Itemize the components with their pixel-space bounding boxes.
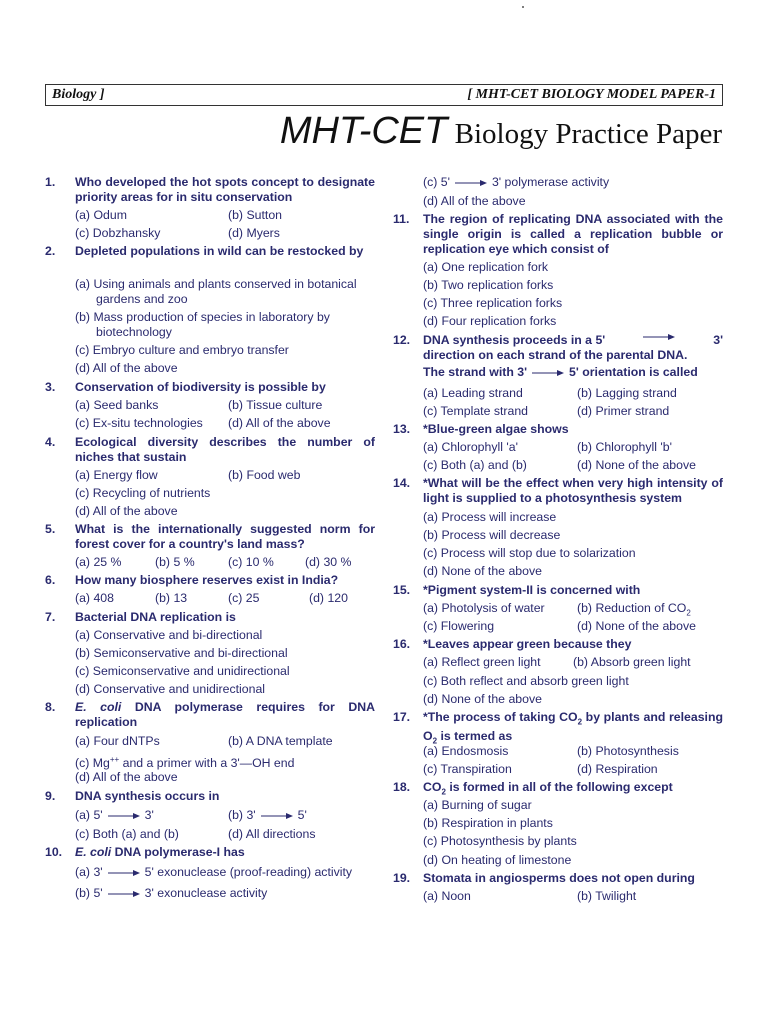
option-b-text: (b) Reduction of CO — [577, 601, 687, 615]
option-c-end: 3' polymerase activity — [491, 175, 610, 189]
question-number: 1. — [45, 175, 56, 189]
option-d: (d) None of the above — [577, 458, 696, 472]
question-text: Conservation of biodiversity is possible by — [75, 380, 326, 394]
option-d: (d) None of the above — [577, 619, 696, 633]
option-b: (b) Chlorophyll 'b' — [577, 440, 672, 454]
option-c: (c) Dobzhansky — [75, 226, 161, 240]
question-line-1 — [423, 333, 723, 348]
option-b: (b) Photosynthesis — [577, 744, 679, 758]
question-number: 4. — [45, 435, 56, 449]
option-b: (b) Absorb green light — [573, 655, 691, 669]
subscript: 2 — [441, 787, 446, 797]
option-a: (a) Leading strand — [423, 386, 523, 400]
page-title — [280, 110, 722, 153]
option-b: (b) Food web — [228, 468, 301, 482]
question-text: Bacterial DNA replication is — [75, 610, 236, 624]
header-paper-name: [ MHT-CET BIOLOGY MODEL PAPER-1 — [467, 87, 716, 102]
option-d: (d) 30 % — [305, 555, 352, 569]
option-c: (c) Recycling of nutrients — [75, 486, 211, 500]
question-number: 16. — [393, 637, 411, 651]
option-b: (b) Mass production of species in laboratory by biotechnology — [75, 310, 330, 339]
subscript: 2 — [686, 608, 691, 618]
option-a: (a) Conservative and bi-directional — [75, 628, 263, 642]
option-b: (b) Tissue culture — [228, 398, 323, 412]
question-number: 10. — [45, 845, 63, 859]
option-c — [423, 175, 609, 190]
question-text — [75, 845, 375, 860]
question-text — [423, 780, 723, 799]
title-rest: Biology Practice Paper — [447, 118, 722, 150]
running-header — [45, 84, 723, 106]
option-c: (c) Process will stop due to solarization — [423, 546, 636, 560]
option-a-start: (a) 5' — [75, 808, 103, 822]
option-c-rest: and a primer with a 3'—OH end — [119, 756, 295, 771]
option-b: (b) A DNA template — [228, 734, 333, 748]
arrow-right-icon — [107, 869, 141, 877]
question-text: *Pigment system-II is concerned with — [423, 583, 641, 597]
option-a: (a) One replication fork — [423, 260, 549, 274]
question-number: 17. — [393, 710, 411, 724]
option-c-start: (c) Mg — [75, 756, 110, 771]
option-b: (b) Sutton — [228, 208, 282, 222]
option-d: (d) None of the above — [423, 692, 542, 706]
question-part: is termed as — [437, 729, 513, 744]
question-text: The region of replicating DNA associated with the single origin is called a replication bubble or replication eye which consist of — [423, 212, 723, 256]
option-a — [75, 808, 154, 823]
arrow-right-icon — [260, 812, 294, 820]
option-a: (a) Using animals and plants conserved in botanical gardens and zoo — [75, 277, 357, 306]
question-part: is formed in all of the following except — [445, 780, 673, 794]
subscript: 2 — [432, 736, 438, 746]
option-a: (a) 408 — [75, 591, 114, 605]
option-d: (d) All directions — [228, 827, 316, 841]
option-b-start: (b) 5' — [75, 886, 103, 900]
question-text: How many biosphere reserves exist in India? — [75, 573, 339, 587]
question-number: 14. — [393, 476, 411, 490]
option-b-end: 5' — [297, 808, 307, 822]
organism-name: E. coli — [75, 700, 122, 714]
question-number: 6. — [45, 573, 56, 587]
option-c: (c) Both reflect and absorb green light — [423, 674, 629, 688]
option-a-start: (a) 3' — [75, 865, 103, 879]
option-c: (c) 10 % — [228, 555, 274, 569]
option-b: (b) Two replication forks — [423, 278, 554, 292]
question-text: Ecological diversity describes the number of niches that sustain — [75, 435, 375, 464]
question-text — [75, 700, 375, 730]
option-b: (b) Twilight — [577, 889, 637, 903]
option-b: (b) Respiration in plants — [423, 816, 553, 830]
question-part: 3' — [713, 333, 723, 347]
option-a: (a) Photolysis of water — [423, 601, 545, 615]
question-part: by plants and releasing O — [423, 710, 723, 744]
option-c-start: (c) 5' — [423, 175, 450, 189]
option-b: (b) 13 — [155, 591, 188, 605]
option-c: (c) Flowering — [423, 619, 495, 633]
option-b: (b) Process will decrease — [423, 528, 561, 542]
charge-superscript: ++ — [109, 755, 120, 764]
option-a: (a) Seed banks — [75, 398, 159, 412]
option-c: (c) Embryo culture and embryo transfer — [75, 343, 289, 357]
arrow-right-icon — [454, 179, 488, 187]
option-b: (b) Semiconservative and bi-directional — [75, 646, 288, 660]
question-number: 18. — [393, 780, 411, 794]
header-subject: Biology ] — [52, 87, 105, 102]
arrow-right-icon — [642, 333, 676, 341]
question-number: 15. — [393, 583, 411, 597]
question-number: 19. — [393, 871, 411, 885]
option-c: (c) Template strand — [423, 404, 529, 418]
option-c: (c) Both (a) and (b) — [423, 458, 527, 472]
question-part: *The process of taking CO — [423, 710, 578, 724]
subscript: 2 — [577, 717, 583, 727]
option-a: (a) Four dNTPs — [75, 734, 160, 748]
option-b — [75, 886, 267, 901]
arrow-right-icon — [531, 369, 565, 377]
option-d: (d) All of the above — [423, 194, 526, 208]
question-number: 2. — [45, 244, 56, 258]
option-d: (d) All of the above — [75, 361, 178, 375]
option-b: (b) Lagging strand — [577, 386, 677, 400]
option-a: (a) Noon — [423, 889, 471, 903]
option-d: (d) On heating of limestone — [423, 853, 572, 867]
page-speck — [522, 6, 524, 8]
option-d: (d) Four replication forks — [423, 314, 557, 328]
option-a — [75, 865, 352, 880]
question-text: *Blue-green algae shows — [423, 422, 569, 436]
question-number: 11. — [393, 212, 410, 226]
question-text: DNA synthesis occurs in — [75, 789, 220, 803]
arrow-right-icon — [107, 890, 141, 898]
organism-name: E. coli — [75, 845, 112, 859]
option-a: (a) Chlorophyll 'a' — [423, 440, 518, 454]
option-c: (c) Three replication forks — [423, 296, 563, 310]
option-c: (c) Photosynthesis by plants — [423, 834, 577, 848]
option-d: (d) Myers — [228, 226, 280, 240]
option-a: (a) Energy flow — [75, 468, 158, 482]
option-d: (d) Respiration — [577, 762, 658, 776]
question-part: CO — [423, 780, 442, 794]
question-number: 13. — [393, 422, 411, 436]
question-number: 7. — [45, 610, 56, 624]
option-b — [228, 808, 307, 823]
question-text: Stomata in angiosperms does not open during — [423, 871, 695, 885]
question-number: 9. — [45, 789, 56, 803]
option-a: (a) Endosmosis — [423, 744, 509, 758]
question-text: What is the internationally suggested norm for forest cover for a country's land mass? — [75, 522, 375, 551]
option-d: (d) All of the above — [228, 416, 331, 430]
option-c: (c) 25 — [228, 591, 260, 605]
option-a: (a) Odum — [75, 208, 127, 222]
option-a: (a) 25 % — [75, 555, 122, 569]
option-d: (d) Primer strand — [577, 404, 670, 418]
option-d: (d) Conservative and unidirectional — [75, 682, 266, 696]
question-number: 5. — [45, 522, 56, 536]
option-b-start: (b) 3' — [228, 808, 256, 822]
option-b-end: 3' exonuclease activity — [144, 886, 268, 900]
option-c: (c) Ex-situ technologies — [75, 416, 203, 430]
option-b — [577, 601, 691, 620]
question-text-rest: DNA polymerase-I has — [111, 845, 245, 859]
option-c — [75, 752, 294, 771]
question-text: Depleted populations in wild can be restocked by — [75, 244, 364, 258]
question-text-rest: DNA polymerase requires for DNA replication — [75, 700, 376, 729]
question-part: 5' orientation is called — [569, 365, 698, 379]
option-a-end: 5' exonuclease (proof-reading) activity — [144, 865, 353, 879]
question-part: DNA synthesis proceeds in a 5' — [423, 333, 606, 347]
option-d: (d) 120 — [309, 591, 348, 605]
option-d: (d) All of the above — [75, 504, 178, 518]
option-a: (a) Process will increase — [423, 510, 557, 524]
option-c: (c) Semiconservative and unidirectional — [75, 664, 290, 678]
question-line-2: direction on each strand of the parental DNA. — [423, 348, 688, 362]
option-a: (a) Burning of sugar — [423, 798, 532, 812]
question-number: 3. — [45, 380, 56, 394]
question-number: 12. — [393, 333, 411, 347]
question-number: 8. — [45, 700, 56, 714]
option-c: (c) Both (a) and (b) — [75, 827, 179, 841]
option-a-end: 3' — [144, 808, 154, 822]
question-text: Who developed the hot spots concept to designate priority areas for in situ conservation — [75, 175, 375, 204]
question-text: *Leaves appear green because they — [423, 637, 632, 651]
question-part: The strand with 3' — [423, 365, 528, 379]
option-d: (d) All of the above — [75, 770, 178, 784]
arrow-right-icon — [107, 812, 141, 820]
question-text: *What will be the effect when very high intensity of light is supplied to a photosynthesis system — [423, 476, 723, 505]
option-a: (a) Reflect green light — [423, 655, 541, 669]
option-c: (c) Transpiration — [423, 762, 512, 776]
option-d: (d) None of the above — [423, 564, 542, 578]
title-main: MHT-CET — [279, 110, 448, 152]
option-b: (b) 5 % — [155, 555, 195, 569]
question-line-3 — [423, 365, 723, 380]
question-text — [423, 333, 723, 380]
